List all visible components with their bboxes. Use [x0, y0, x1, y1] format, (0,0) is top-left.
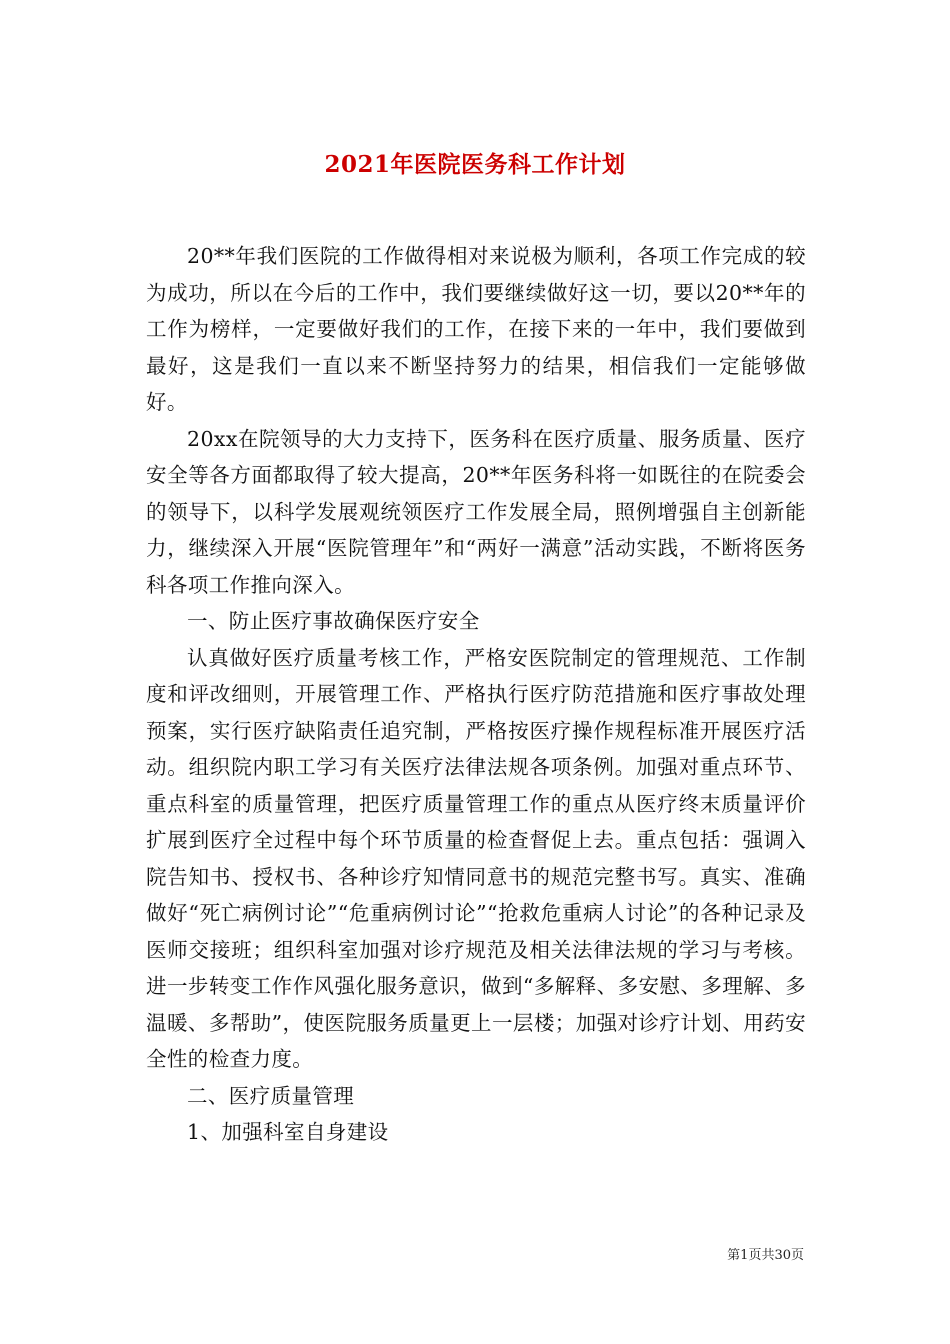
document-title: 2021年医院医务科工作计划 — [324, 151, 626, 179]
paragraph-overview: 20xx在院领导的大力支持下，医务科在医疗质量、服务质量、医疗安全等各方面都取得了较大提高，20**年医务科将一如既往的在院委会的领导下，以科学发展观统领医疗工作发展全局，照例增强自主创新能力，继续深入开展“医院管理年”和“两好一满意”活动实践，不断将医务科各项工作推向深入。 — [146, 426, 806, 597]
subsection-heading-1: 1、加强科室自身建设 — [187, 1120, 389, 1144]
section-heading-2: 二、医疗质量管理 — [187, 1083, 355, 1108]
paragraph-intro: 20**年我们医院的工作做得相对来说极为顺利，各项工作完成的较为成功，所以在今后的工作中，我们要继续做好这一切，要以20**年的工作为榜样，一定要做好我们的工作，在接下来的一年中，我们要做到最好，这是我们一直以来不断坚持努力的结果，相信我们一定能够做好。 — [146, 244, 806, 414]
page-number: 第1页共30页 — [727, 1248, 804, 1263]
paragraph-safety: 认真做好医疗质量考核工作，严格安医院制定的管理规范、工作制度和评改细则，开展管理工作、严格执行医疗防范措施和医疗事故处理预案，实行医疗缺陷责任追究制，严格按医疗操作规程标准开展医疗活动。组织院内职工学习有关医疗法律法规各项条例。加强对重点环节、重点科室的质量管理，把医疗质量管理工作的重点从医疗终末质量评价扩展到医疗全过程中每个环节质量的检查督促上去。重点包括：强调入院告知书、授权书、各种诊疗知情同意书的规范完整书写。真实、准确做好“死亡病例讨论”“危重病例讨论”“抢救危重病人讨论”的各种记录及医师交接班；组织科室加强对诊疗规范及相关法律法规的学习与考核。进一步转变工作作风强化服务意识，做到“多解释、多安慰、多理解、多温暖、多帮助”，使医院服务质量更上一层楼；加强对诊疗计划、用药安全性的检查力度。 — [146, 645, 806, 1071]
section-heading-1: 一、防止医疗事故确保医疗安全 — [187, 609, 480, 633]
document-body — [146, 238, 806, 1151]
